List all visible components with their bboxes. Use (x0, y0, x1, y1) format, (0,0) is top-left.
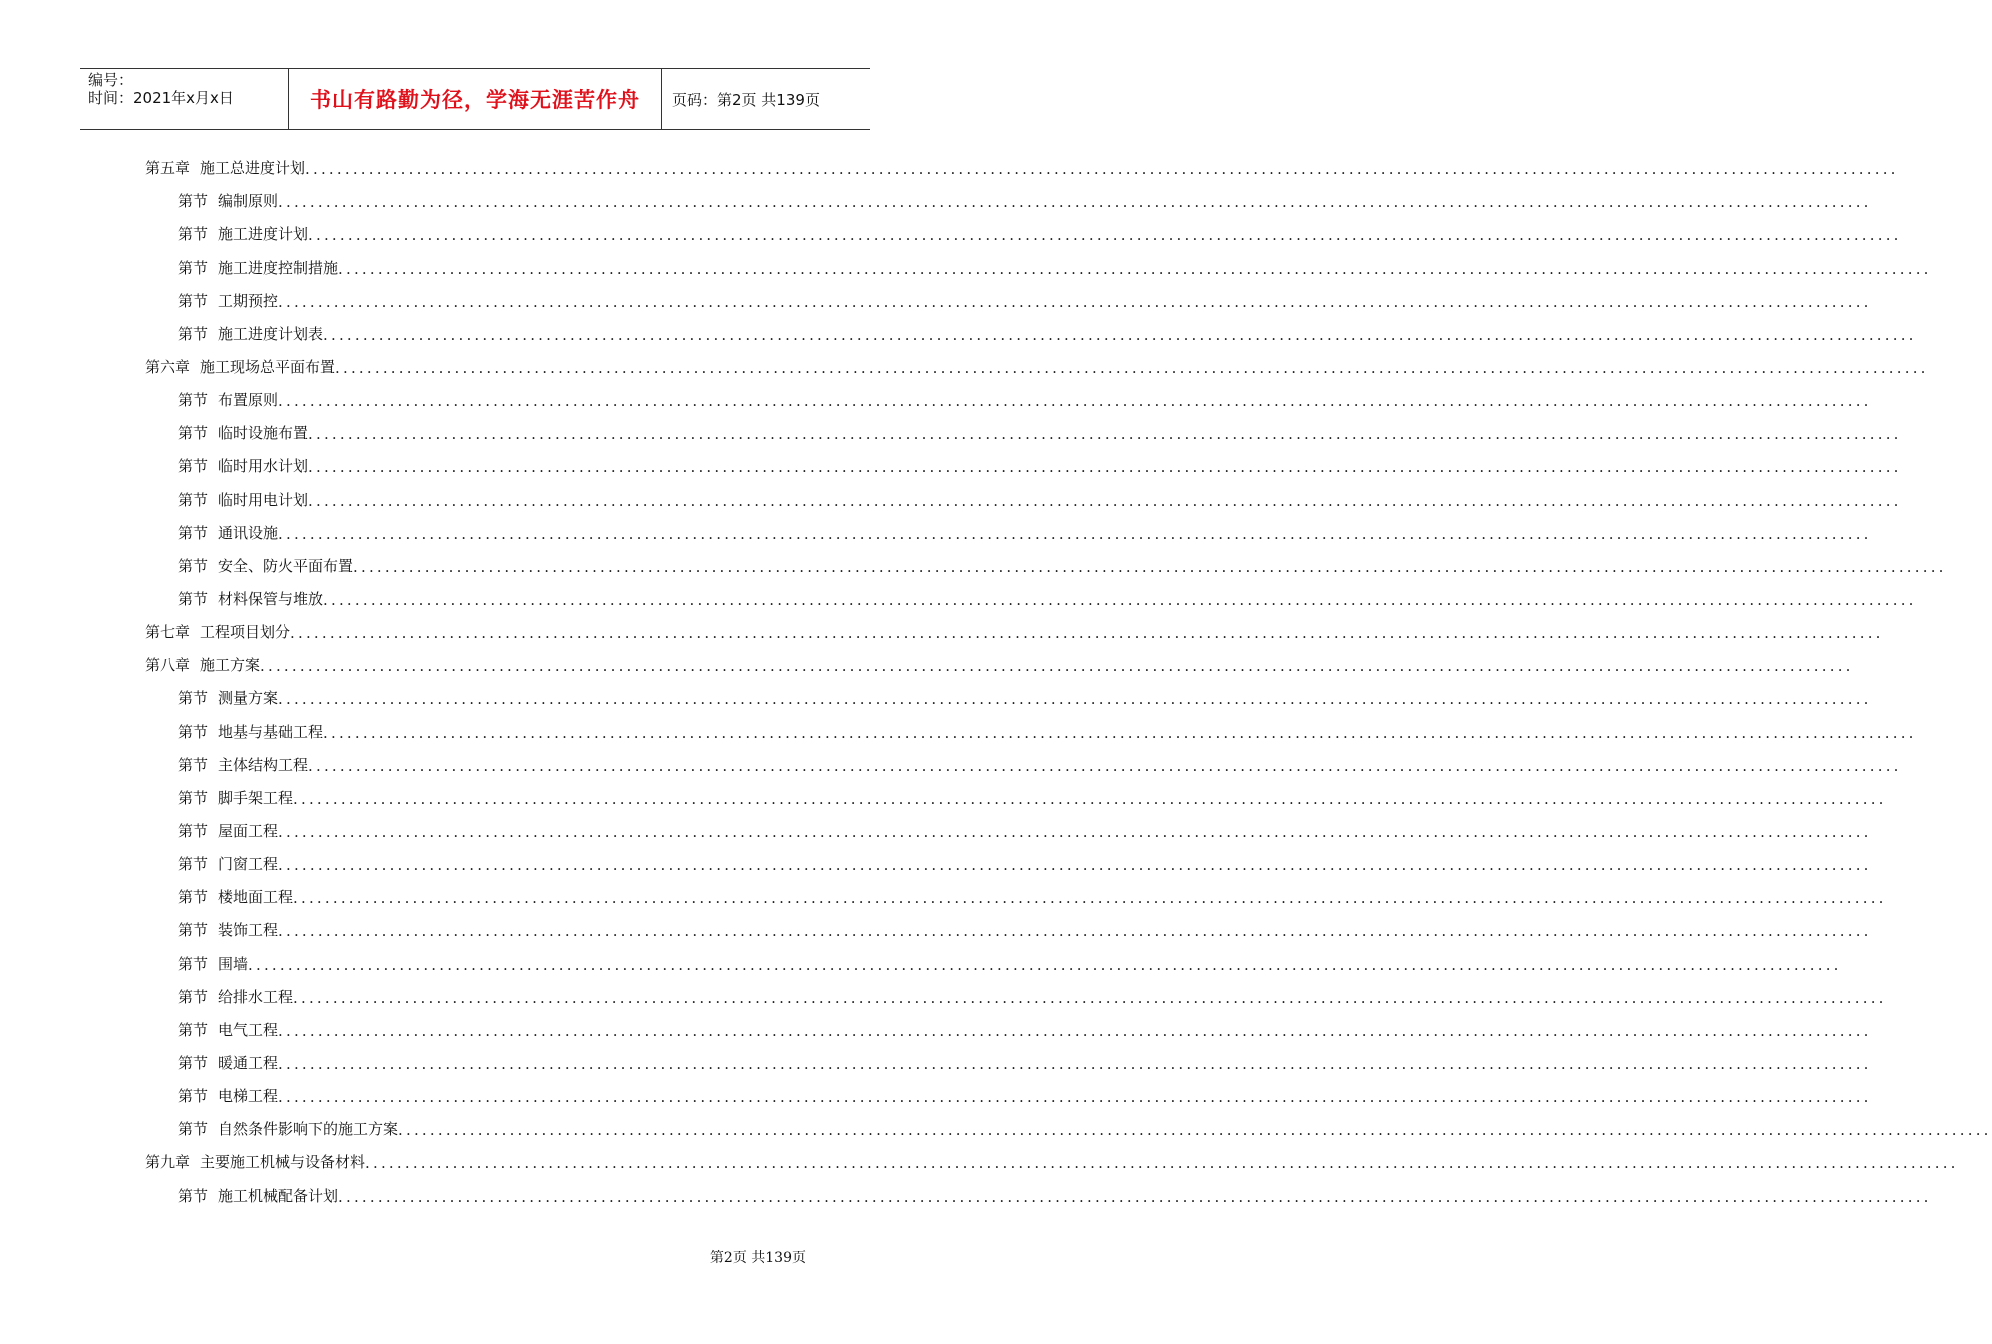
toc-dot-leader: ........................................................................................................................................................................................................ (323, 723, 1917, 742)
toc-dot-leader: ........................................................................................................................................................................................................ (308, 226, 1902, 245)
toc-entry-title: 安全、防火平面布置 (218, 556, 354, 575)
toc-section-entry[interactable] (0, 1013, 1872, 1046)
toc-chapter-entry[interactable] (0, 1145, 1959, 1178)
toc-entry-title: 编制原则 (218, 192, 279, 211)
document-number-label: 编号： (88, 71, 134, 89)
toc-dot-leader: ........................................................................................................................................................................................................ (278, 822, 1872, 841)
toc-entry-prefix: 第节 (178, 921, 209, 940)
toc-entry-title: 施工进度计划 (218, 225, 309, 244)
toc-dot-leader: ........................................................................................................................................................................................................ (338, 1187, 1932, 1206)
toc-dot-leader: ........................................................................................................................................................................................................ (305, 160, 1899, 179)
toc-entry-title: 门窗工程 (218, 855, 279, 874)
toc-entry-title: 施工总进度计划 (200, 159, 306, 178)
toc-dot-leader: ........................................................................................................................................................................................................ (278, 690, 1872, 709)
toc-entry-prefix: 第节 (178, 1053, 209, 1072)
toc-dot-leader: ........................................................................................................................................................................................................ (278, 193, 1872, 212)
toc-dot-leader: ........................................................................................................................................................................................................ (248, 955, 1842, 974)
toc-entry-title: 施工进度控制措施 (218, 258, 339, 277)
toc-entry-title: 施工现场总平面布置 (200, 357, 336, 376)
toc-section-entry[interactable] (0, 1046, 1872, 1079)
toc-dot-leader: ........................................................................................................................................................................................................ (398, 1121, 1992, 1140)
toc-chapter-entry[interactable] (0, 615, 1884, 648)
toc-entry-prefix: 第五章 (145, 159, 191, 178)
toc-entry-title: 工期预控 (218, 291, 279, 310)
table-of-contents (0, 151, 1992, 1212)
header-page-label: 页码：第2页 共139页 (672, 90, 820, 109)
toc-entry-prefix: 第节 (178, 291, 209, 310)
toc-section-entry[interactable] (0, 1112, 1992, 1145)
toc-dot-leader: ........................................................................................................................................................................................................ (365, 1154, 1959, 1173)
toc-entry-prefix: 第节 (178, 1087, 209, 1106)
toc-section-entry[interactable] (0, 317, 1917, 350)
toc-dot-leader: ........................................................................................................................................................................................................ (278, 1021, 1872, 1040)
toc-section-entry[interactable] (0, 482, 1902, 515)
header-motto: 书山有路勤为径，学海无涯苦作舟 (288, 69, 662, 129)
toc-entry-prefix: 第七章 (145, 623, 191, 642)
toc-section-entry[interactable] (0, 681, 1872, 714)
toc-entry-prefix: 第节 (178, 755, 209, 774)
toc-entry-title: 施工方案 (200, 656, 261, 675)
toc-entry-prefix: 第节 (178, 689, 209, 708)
toc-section-entry[interactable] (0, 516, 1872, 549)
toc-dot-leader: ........................................................................................................................................................................................................ (293, 789, 1887, 808)
toc-section-entry[interactable] (0, 284, 1872, 317)
toc-entry-title: 施工进度计划表 (218, 324, 324, 343)
toc-entry-title: 电气工程 (218, 1020, 279, 1039)
toc-dot-leader: ........................................................................................................................................................................................................ (278, 1088, 1872, 1107)
toc-chapter-entry[interactable] (0, 648, 1854, 681)
toc-entry-title: 屋面工程 (218, 821, 279, 840)
toc-entry-prefix: 第节 (178, 589, 209, 608)
toc-section-entry[interactable] (0, 184, 1872, 217)
toc-dot-leader: ........................................................................................................................................................................................................ (293, 889, 1887, 908)
toc-entry-title: 装饰工程 (218, 921, 279, 940)
toc-entry-prefix: 第节 (178, 888, 209, 907)
page-header (80, 68, 870, 130)
toc-entry-title: 通讯设施 (218, 523, 279, 542)
toc-dot-leader: ........................................................................................................................................................................................................ (290, 624, 1884, 643)
toc-dot-leader: ........................................................................................................................................................................................................ (308, 425, 1902, 444)
header-meta (80, 69, 288, 129)
toc-entry-prefix: 第节 (178, 424, 209, 443)
page-footer: 第2页 共139页 (709, 1250, 806, 1266)
toc-entry-title: 布置原则 (218, 391, 279, 410)
toc-section-entry[interactable] (0, 748, 1902, 781)
toc-entry-title: 地基与基础工程 (218, 722, 324, 741)
toc-entry-title: 主要施工机械与设备材料 (200, 1153, 366, 1172)
toc-dot-leader: ........................................................................................................................................................................................................ (308, 458, 1902, 477)
toc-dot-leader: ........................................................................................................................................................................................................ (323, 325, 1917, 344)
toc-section-entry[interactable] (0, 217, 1902, 250)
toc-entry-title: 测量方案 (218, 689, 279, 708)
toc-dot-leader: ........................................................................................................................................................................................................ (278, 856, 1872, 875)
toc-section-entry[interactable] (0, 880, 1887, 913)
toc-entry-prefix: 第节 (178, 192, 209, 211)
toc-section-entry[interactable] (0, 1178, 1932, 1211)
toc-section-entry[interactable] (0, 250, 1932, 283)
toc-dot-leader: ........................................................................................................................................................................................................ (308, 756, 1902, 775)
toc-entry-title: 自然条件影响下的施工方案 (218, 1120, 399, 1139)
toc-dot-leader: ........................................................................................................................................................................................................ (338, 259, 1932, 278)
toc-entry-prefix: 第节 (178, 821, 209, 840)
toc-dot-leader: ........................................................................................................................................................................................................ (278, 1054, 1872, 1073)
toc-dot-leader: ........................................................................................................................................................................................................ (353, 557, 1947, 576)
toc-entry-title: 材料保管与堆放 (218, 589, 324, 608)
toc-entry-title: 暖通工程 (218, 1053, 279, 1072)
toc-entry-title: 楼地面工程 (218, 888, 294, 907)
toc-dot-leader: ........................................................................................................................................................................................................ (260, 657, 1854, 676)
toc-entry-prefix: 第节 (178, 1020, 209, 1039)
document-time-label: 时间：2021年x月x日 (88, 89, 234, 107)
toc-section-entry[interactable] (0, 781, 1887, 814)
toc-entry-title: 主体结构工程 (218, 755, 309, 774)
toc-entry-prefix: 第节 (178, 987, 209, 1006)
toc-section-entry[interactable] (0, 449, 1902, 482)
toc-section-entry[interactable] (0, 1079, 1872, 1112)
toc-dot-leader: ........................................................................................................................................................................................................ (308, 491, 1902, 510)
toc-section-entry[interactable] (0, 946, 1842, 979)
toc-section-entry[interactable] (0, 383, 1872, 416)
toc-section-entry[interactable] (0, 549, 1947, 582)
toc-entry-prefix: 第节 (178, 523, 209, 542)
toc-section-entry[interactable] (0, 980, 1887, 1013)
toc-entry-prefix: 第六章 (145, 357, 191, 376)
toc-dot-leader: ........................................................................................................................................................................................................ (278, 922, 1872, 941)
toc-entry-title: 围墙 (218, 954, 249, 973)
toc-dot-leader: ........................................................................................................................................................................................................ (278, 524, 1872, 543)
toc-dot-leader: ........................................................................................................................................................................................................ (323, 590, 1917, 609)
toc-entry-title: 工程项目划分 (200, 623, 291, 642)
toc-entry-title: 电梯工程 (218, 1087, 279, 1106)
toc-dot-leader: ........................................................................................................................................................................................................ (335, 358, 1929, 377)
toc-entry-prefix: 第八章 (145, 656, 191, 675)
toc-entry-prefix: 第节 (178, 1120, 209, 1139)
toc-dot-leader: ........................................................................................................................................................................................................ (278, 292, 1872, 311)
toc-entry-title: 临时用电计划 (218, 490, 309, 509)
toc-entry-title: 施工机械配备计划 (218, 1186, 339, 1205)
toc-section-entry[interactable] (0, 582, 1917, 615)
toc-chapter-entry[interactable] (0, 350, 1929, 383)
toc-entry-prefix: 第九章 (145, 1153, 191, 1172)
toc-entry-prefix: 第节 (178, 457, 209, 476)
toc-entry-prefix: 第节 (178, 556, 209, 575)
toc-entry-prefix: 第节 (178, 490, 209, 509)
toc-entry-title: 脚手架工程 (218, 788, 294, 807)
toc-section-entry[interactable] (0, 913, 1872, 946)
toc-entry-title: 给排水工程 (218, 987, 294, 1006)
toc-entry-prefix: 第节 (178, 1186, 209, 1205)
toc-entry-prefix: 第节 (178, 788, 209, 807)
toc-entry-prefix: 第节 (178, 391, 209, 410)
toc-entry-prefix: 第节 (178, 954, 209, 973)
toc-section-entry[interactable] (0, 714, 1917, 747)
toc-section-entry[interactable] (0, 847, 1872, 880)
toc-dot-leader: ........................................................................................................................................................................................................ (293, 988, 1887, 1007)
toc-entry-prefix: 第节 (178, 722, 209, 741)
toc-chapter-entry[interactable] (0, 151, 1899, 184)
toc-entry-prefix: 第节 (178, 855, 209, 874)
toc-section-entry[interactable] (0, 416, 1902, 449)
toc-dot-leader: ........................................................................................................................................................................................................ (278, 392, 1872, 411)
toc-entry-prefix: 第节 (178, 225, 209, 244)
toc-entry-prefix: 第节 (178, 324, 209, 343)
toc-entry-title: 临时设施布置 (218, 424, 309, 443)
toc-entry-title: 临时用水计划 (218, 457, 309, 476)
toc-section-entry[interactable] (0, 814, 1872, 847)
toc-entry-prefix: 第节 (178, 258, 209, 277)
